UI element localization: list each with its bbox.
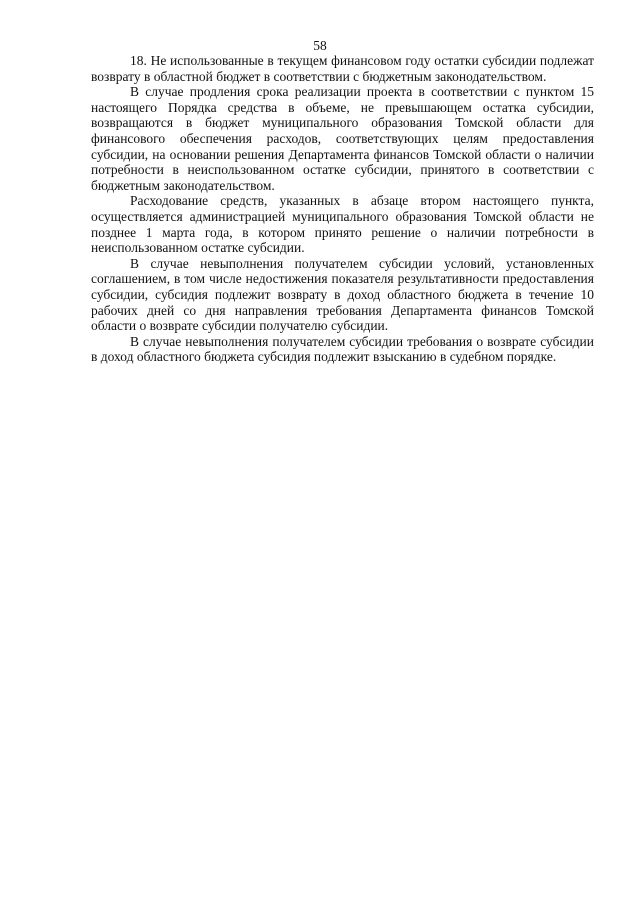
paragraph-unused-balance-return: 18. Не использованные в текущем финансовом году остатки субсидии подлежат возврату в областной бюджет в соответствии с бюджетным законодательством.	[91, 53, 594, 84]
paragraph-conditions-violation: В случае невыполнения получателем субсидии условий, установленных соглашением, в том числе недостижения показателя результативности предоставления субсидии, субсидия подлежит возврату в доход областного бюджета в течение 10 рабочих дней со дня направления требования Департамента финансов Томской области о возврате субсидии получателю субсидии.	[91, 255, 594, 334]
document-body	[91, 53, 594, 365]
paragraph-funds-spending: Расходование средств, указанных в абзаце втором настоящего пункта, осуществляется администрацией муниципального образования Томской области не позднее 1 марта года, в котором принято решение о наличии потребности в неиспользованном остатке субсидии.	[91, 193, 594, 256]
paragraph-project-extension: В случае продления срока реализации проекта в соответствии с пунктом 15 настоящего Порядка средства в объеме, не превышающем остатка субсидии, возвращаются в бюджет муниципального образования Томской области для финансового обеспечения расходов, соответствующих целям предоставления субсидии, на основании решения Департамента финансов Томской области о наличии потребности в неиспользованном остатке субсидии, принятого в соответствии с бюджетным законодательством.	[91, 84, 594, 193]
paragraph-judicial-recovery: В случае невыполнения получателем субсидии требования о возврате субсидии в доход областного бюджета субсидия подлежит взысканию в судебном порядке.	[91, 333, 594, 365]
page-number: 58	[313, 38, 327, 53]
